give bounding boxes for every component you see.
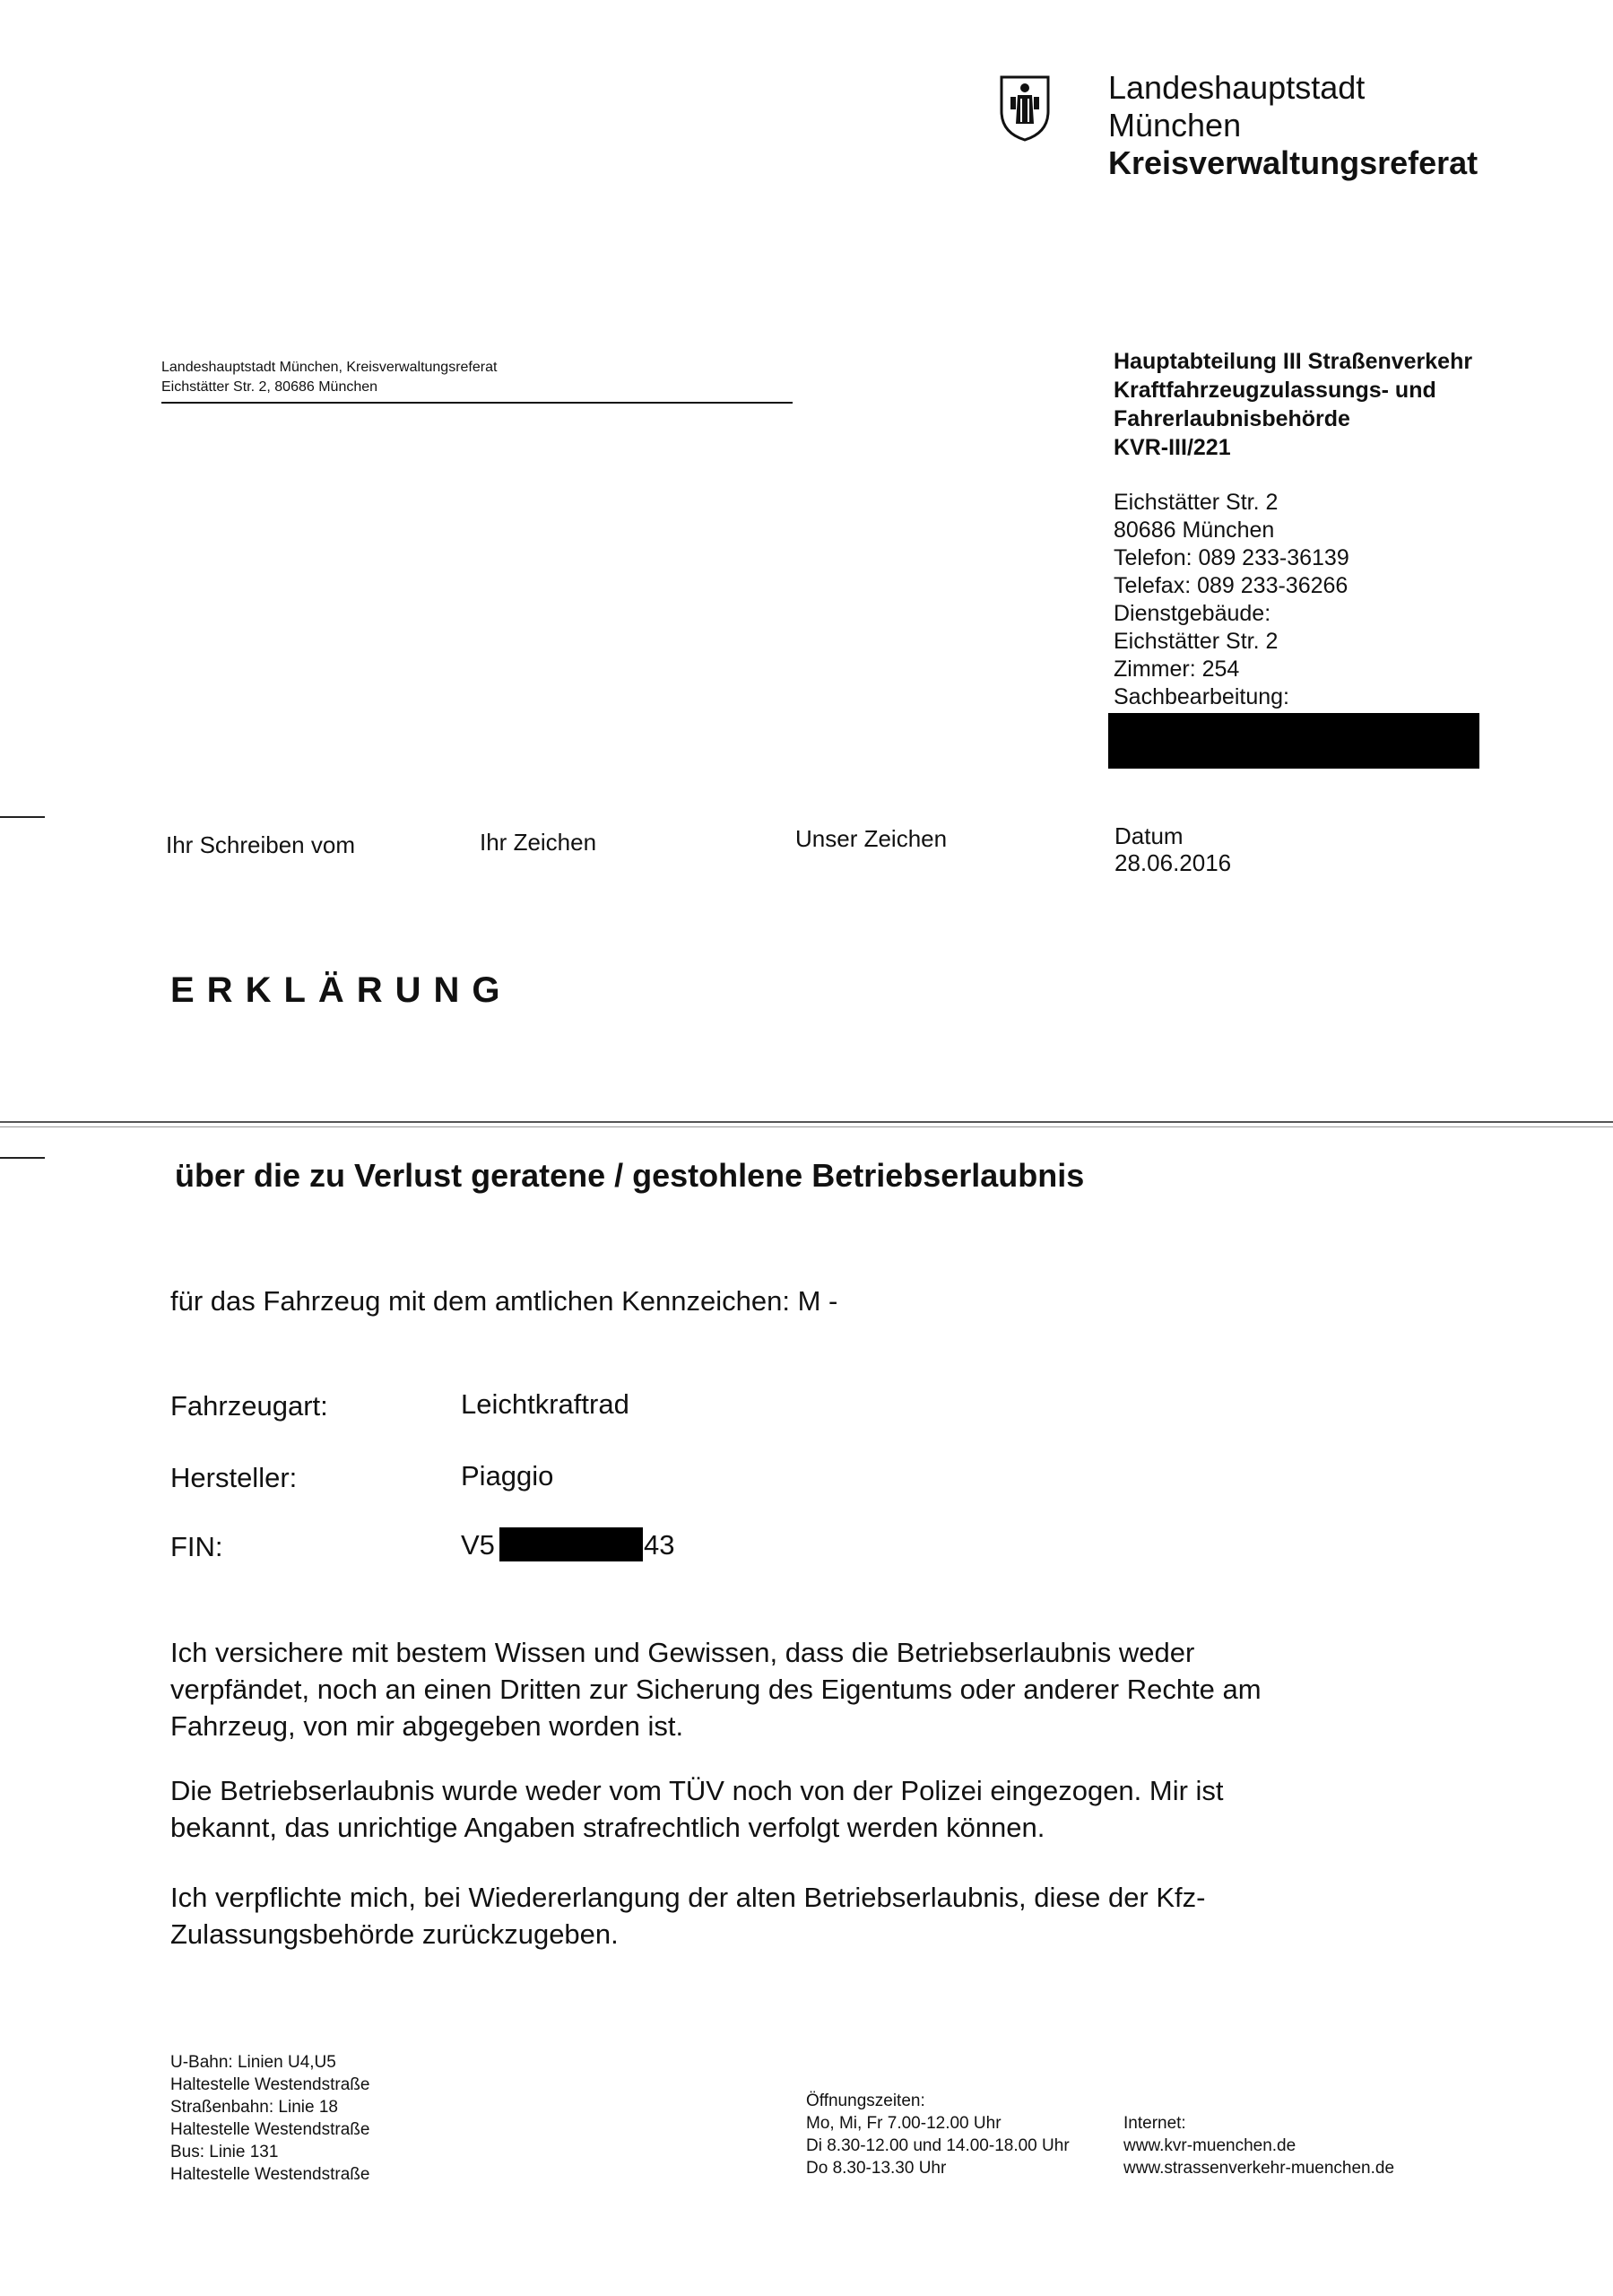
field-label-fahrzeugart: Fahrzeugart: — [170, 1390, 328, 1422]
address-line: Dienstgebäude: — [1114, 601, 1271, 626]
city-name-line1: Landeshauptstadt — [1108, 69, 1366, 106]
address-line: Telefax: 089 233-36266 — [1114, 573, 1349, 598]
footer-transport-line: Bus: Linie 131 — [170, 2143, 279, 2161]
ref-datum-label: Datum — [1114, 822, 1184, 849]
footer-hours-line: Öffnungszeiten: — [806, 2092, 925, 2110]
redaction-bar — [499, 1527, 643, 1561]
footer-hours-line: Do 8.30-13.30 Uhr — [806, 2159, 947, 2178]
footer-transport-line: Haltestelle Westendstraße — [170, 2075, 370, 2094]
address-line: Telefon: 089 233-36139 — [1114, 545, 1349, 570]
footer-internet-link: www.kvr-muenchen.de — [1123, 2136, 1296, 2155]
declaration-paragraph: Ich verpflichte mich, bei Wiedererlangung der alten Betriebserlaubnis, diese der Kfz-Zulassungsbehörde zurückzugeben. — [170, 1882, 1206, 1950]
declaration-paragraph: Ich versichere mit bestem Wissen und Gewissen, dass die Betriebserlaubnis weder verpfändet, noch an einen Dritten zur Sicherung des Eigentums oder anderer Rechte am Fahrzeug, von mir abgegeben worden ist. — [170, 1637, 1262, 1742]
field-value-fahrzeugart: Leichtkraftrad — [461, 1388, 629, 1420]
address-line: Sachbearbeitung: — [1114, 684, 1289, 709]
footer-transport-line: Straßenbahn: Linie 18 — [170, 2098, 338, 2117]
city-name-line2: München — [1108, 107, 1242, 144]
footer-transport-line: Haltestelle Westendstraße — [170, 2120, 370, 2139]
footer-hours-line: Mo, Mi, Fr 7.00-12.00 Uhr — [806, 2114, 1002, 2133]
munich-coat-of-arms-logo — [998, 72, 1052, 144]
declaration-paragraph: Die Betriebserlaubnis wurde weder vom TÜV noch von der Polizei eingezogen. Mir ist bekannt, das unrichtige Angaben strafrechtlich verfolgt werden können. — [170, 1775, 1224, 1843]
field-label-fin: FIN: — [170, 1531, 223, 1562]
vehicle-plate-line: für das Fahrzeug mit dem amtlichen Kennzeichen: M - — [170, 1285, 838, 1317]
footer-internet-line: Internet: — [1123, 2114, 1186, 2133]
dept-line: Kraftfahrzeugzulassungs- und — [1114, 378, 1436, 403]
department-name: Kreisverwaltungsreferat — [1108, 144, 1479, 181]
footer-hours-line: Di 8.30-12.00 und 14.00-18.00 Uhr — [806, 2136, 1070, 2155]
sender-line1: Landeshauptstadt München, Kreisverwaltungsreferat — [161, 360, 498, 375]
field-value-hersteller: Piaggio — [461, 1460, 554, 1492]
address-line: Eichstätter Str. 2 — [1114, 629, 1279, 654]
ref-unser-zeichen: Unser Zeichen — [795, 825, 948, 852]
horizontal-divider — [0, 1121, 1613, 1123]
field-value-fin-prefix: V5 — [461, 1529, 495, 1561]
ref-ihr-zeichen: Ihr Zeichen — [480, 829, 597, 856]
sender-line2: Eichstätter Str. 2, 80686 München — [161, 379, 378, 395]
document-title: ERKLÄRUNG — [170, 970, 513, 1010]
horizontal-divider — [0, 1126, 1613, 1127]
field-value-fin-suffix: 43 — [644, 1529, 675, 1561]
footer-transport-line: U-Bahn: Linien U4,U5 — [170, 2053, 336, 2072]
footer-internet-link: www.strassenverkehr-muenchen.de — [1123, 2159, 1395, 2178]
dept-line: KVR-III/221 — [1114, 435, 1231, 460]
ref-ihr-schreiben: Ihr Schreiben vom — [166, 831, 355, 858]
fold-mark — [0, 816, 45, 818]
address-line: Zimmer: 254 — [1114, 657, 1240, 682]
address-line: 80686 München — [1114, 517, 1275, 543]
ref-datum-value: 28.06.2016 — [1114, 849, 1232, 876]
fold-mark — [0, 1157, 45, 1159]
field-label-hersteller: Hersteller: — [170, 1462, 298, 1493]
dept-line: Fahrerlaubnisbehörde — [1114, 406, 1350, 431]
document-subtitle: über die zu Verlust geratene / gestohlene Betriebserlaubnis — [175, 1157, 1085, 1194]
dept-line: Hauptabteilung III Straßenverkehr — [1114, 349, 1473, 374]
sender-divider — [161, 402, 793, 404]
footer-transport-line: Haltestelle Westendstraße — [170, 2165, 370, 2184]
redaction-bar — [1108, 713, 1479, 769]
address-line: Eichstätter Str. 2 — [1114, 490, 1279, 515]
